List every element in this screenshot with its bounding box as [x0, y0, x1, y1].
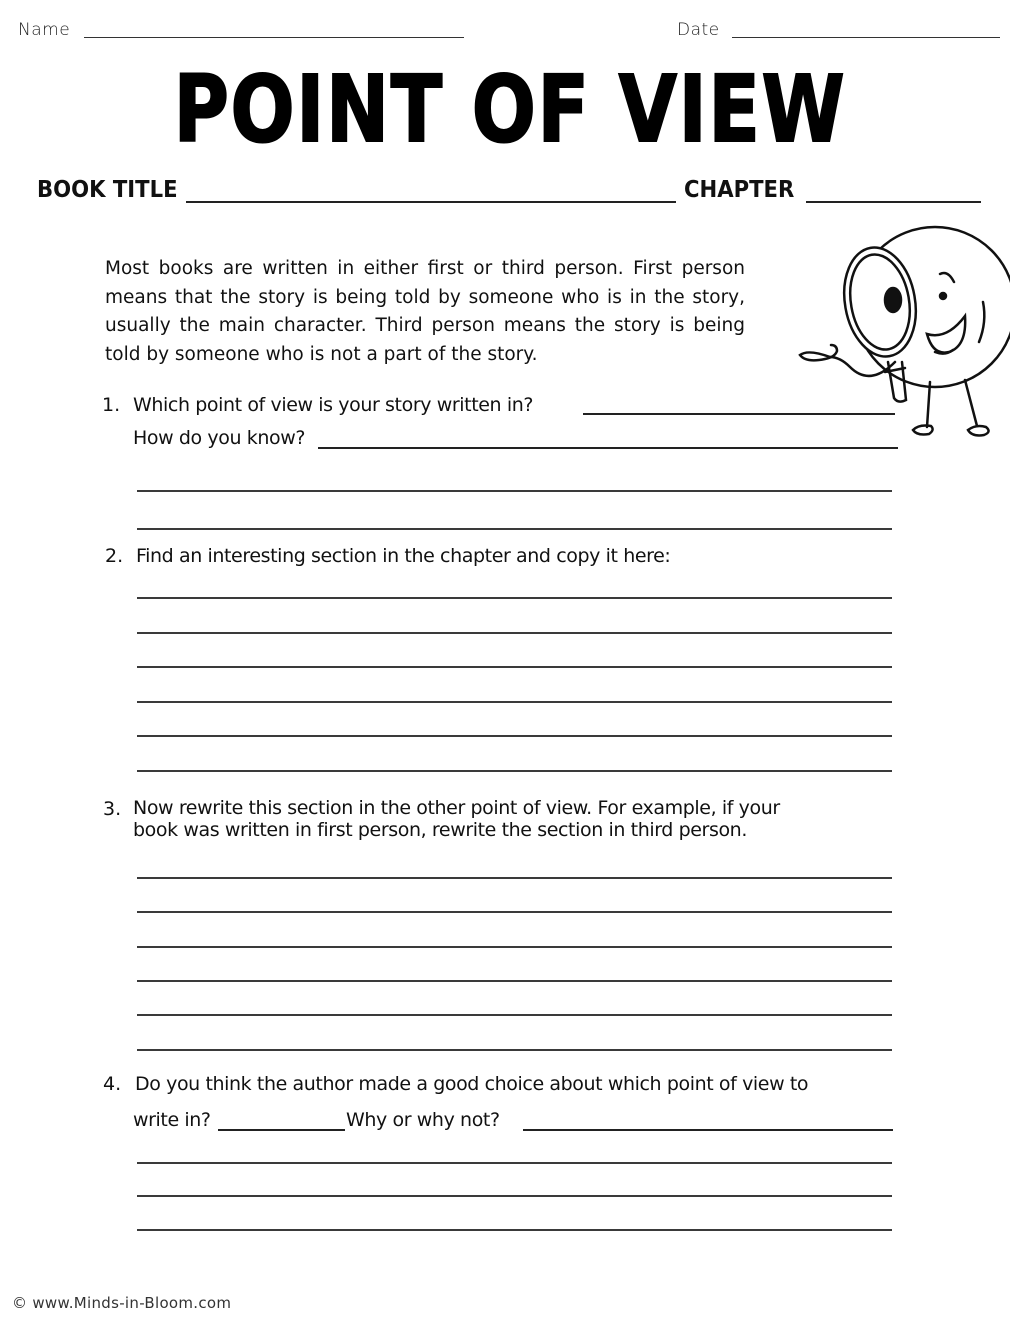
date-label: Date: [677, 20, 720, 40]
question-1-answer-line[interactable]: [137, 490, 892, 492]
question-1-pov-field[interactable]: [583, 413, 895, 415]
question-2-text: Find an interesting section in the chapter and copy it here:: [136, 545, 671, 567]
question-3-text-line-2: book was written in first person, rewrite the section in third person.: [133, 819, 747, 841]
question-1-followup: How do you know?: [133, 427, 306, 449]
question-4-choice-field[interactable]: [218, 1129, 345, 1131]
intro-paragraph: Most books are written in either first or third person. First person means that the story is being told by someone who is in the story, usually the main character. Third person means the story is being told by someone who is not a part of the story.: [105, 258, 745, 365]
question-3-number: 3.: [103, 798, 122, 820]
question-2-number: 2.: [105, 545, 124, 567]
chapter-field[interactable]: [806, 201, 981, 203]
magnifying-glass-mascot-icon: [785, 212, 1010, 442]
book-title-label: BOOK TITLE: [37, 177, 178, 203]
question-3-answer-line[interactable]: [137, 946, 892, 948]
question-2-answer-line[interactable]: [137, 770, 892, 772]
page-title: POINT OF VIEW: [173, 56, 847, 163]
question-3-answer-line[interactable]: [137, 911, 892, 913]
question-4-answer-line[interactable]: [137, 1162, 892, 1164]
question-2-answer-line[interactable]: [137, 632, 892, 634]
question-4-why-field[interactable]: [523, 1129, 893, 1131]
question-4-write-in-label: write in?: [133, 1109, 211, 1131]
book-title-field[interactable]: [186, 201, 676, 203]
question-4-text: Do you think the author made a good choice about which point of view to: [135, 1073, 809, 1095]
question-1-how-field[interactable]: [318, 447, 898, 449]
date-field[interactable]: [732, 37, 1000, 38]
question-4-answer-line[interactable]: [137, 1195, 892, 1197]
question-2-answer-line[interactable]: [137, 666, 892, 668]
question-4-number: 4.: [103, 1073, 122, 1095]
question-3-answer-line[interactable]: [137, 1014, 892, 1016]
question-1-number: 1.: [102, 394, 121, 416]
question-4-answer-line[interactable]: [137, 1229, 892, 1231]
question-2-answer-line[interactable]: [137, 701, 892, 703]
copyright-footer: © www.Minds-in-Bloom.com: [12, 1294, 232, 1312]
name-label: Name: [18, 20, 71, 40]
question-1-answer-line[interactable]: [137, 528, 892, 530]
question-3-answer-line[interactable]: [137, 980, 892, 982]
question-3-text-line-1: Now rewrite this section in the other point of view. For example, if your: [133, 797, 780, 819]
chapter-label: CHAPTER: [684, 177, 795, 203]
question-3-answer-line[interactable]: [137, 877, 892, 879]
question-1-text: Which point of view is your story written in?: [133, 394, 534, 416]
question-3-answer-line[interactable]: [137, 1049, 892, 1051]
question-2-answer-line[interactable]: [137, 597, 892, 599]
name-field[interactable]: [84, 37, 464, 38]
question-4-why-label: Why or why not?: [346, 1109, 500, 1131]
question-2-answer-line[interactable]: [137, 735, 892, 737]
